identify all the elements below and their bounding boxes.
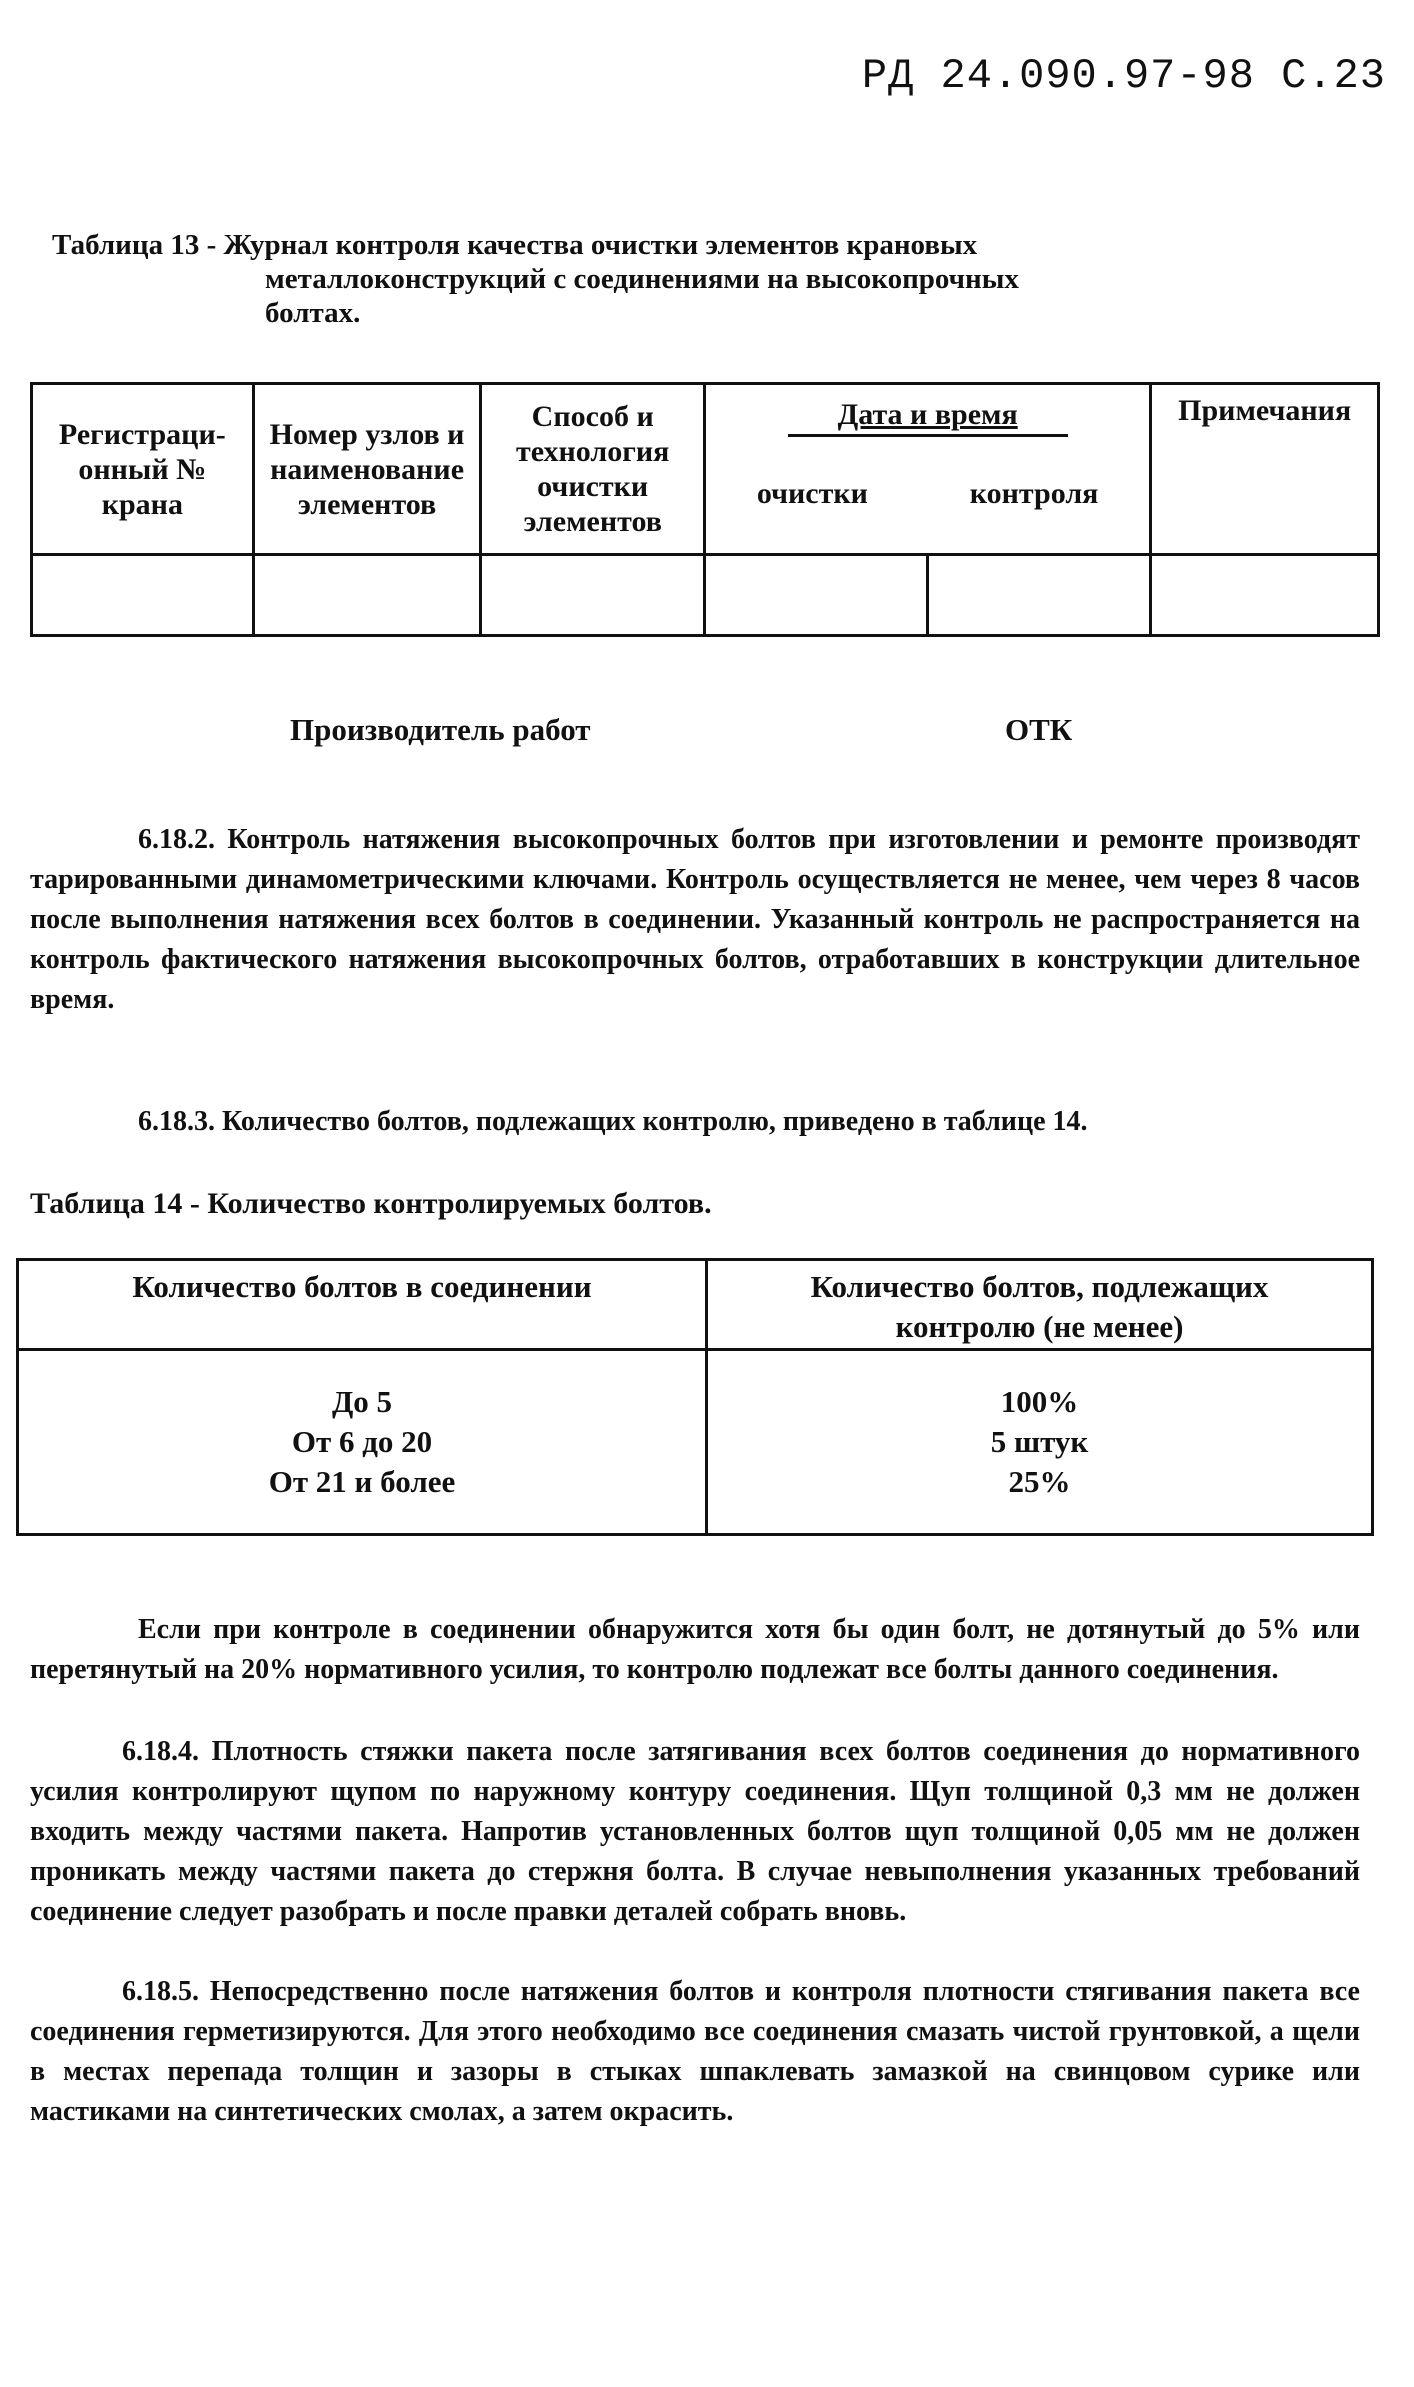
document-reference: РД 24.090.97-98 С.23 <box>861 52 1386 100</box>
table14-bolts <box>16 1258 1374 1536</box>
table13-header-registration: Регистраци-онный № крана <box>32 384 254 555</box>
table13-header-cleaning: очистки <box>756 476 868 510</box>
paragraph-text: 6.18.3. Количество болтов, подлежащих контролю, приведено в таблице 14. <box>138 1106 1088 1137</box>
paragraph-text: Если при контроле в соединении обнаружится хотя бы один болт, не дотянутый до 5% или перетянутый на 20% нормативного усилия, то контролю подлежат все болты данного соединения. <box>30 1614 1360 1685</box>
table13-empty-row <box>32 555 1379 636</box>
table14-header-count: Количество болтов в соединении <box>18 1260 707 1350</box>
table-cell <box>1151 555 1379 636</box>
table14-controlled-value: 25% <box>1008 1464 1071 1499</box>
table14-controlled-value: 100% <box>1000 1384 1079 1419</box>
table14-data-row <box>18 1350 1373 1535</box>
paragraph-text: 6.18.2. Контроль натяжения высокопрочных болтов при изготовлении и ремонте производят тарированными динамометрическими ключами. Контроль осуществляется не менее, чем через 8 часов после выполнения натяжения всех болтов в соединении. Указанный контроль не распространяется на контроль фактического натяжения высокопрочных болтов, отработавших в конструкции длительное время. <box>30 824 1360 1015</box>
table13-header-datetime: Дата и время <box>788 397 1068 437</box>
paragraph-6-18-3 <box>30 1102 1360 1142</box>
table13-caption-line1: Таблица 13 - Журнал контроля качества очистки элементов крановых <box>52 229 978 261</box>
table13-caption-line3: болтах. <box>265 297 361 329</box>
signature-producer: Производитель работ <box>290 712 591 747</box>
table-cell <box>253 555 481 636</box>
table14-controlled-value: 5 штук <box>990 1424 1089 1459</box>
table14-controlled-cell <box>707 1350 1373 1535</box>
table-cell <box>704 555 927 636</box>
table13-header-notes: Примечания <box>1151 384 1379 555</box>
table14-count-value: От 6 до 20 <box>291 1424 433 1459</box>
table14-count-cell <box>18 1350 707 1535</box>
table13-header-datetime-group <box>704 384 1150 555</box>
signature-otk: ОТК <box>1005 712 1073 747</box>
table14-header-row <box>18 1260 1373 1350</box>
table-cell <box>928 555 1151 636</box>
paragraph-6-18-4 <box>30 1732 1360 1932</box>
table14-header-controlled: Количество болтов, подлежащих контролю (не менее) <box>707 1260 1373 1350</box>
table13-log <box>30 382 1380 637</box>
table13-caption <box>52 228 1352 330</box>
table13-header-row <box>32 384 1379 555</box>
table-cell <box>481 555 705 636</box>
table13-caption-line2: металлоконструкций с соединениями на высокопрочных <box>265 263 1019 295</box>
table14-count-value: От 21 и более <box>268 1464 456 1499</box>
paragraph-6-18-2 <box>30 820 1360 1020</box>
paragraph-6-18-5 <box>30 1972 1360 2132</box>
table13-header-control: контроля <box>969 476 1099 510</box>
table14-count-value: До 5 <box>331 1384 393 1419</box>
table13-header-method: Способ и технология очистки элементов <box>481 384 705 555</box>
paragraph-text: 6.18.4. Плотность стяжки пакета после затягивания всех болтов соединения до нормативного усилия контролируют щупом по наружному контуру соединения. Щуп толщиной 0,3 мм не должен входить между частями пакета. Напротив установленных болтов щуп толщиной 0,05 мм не должен проникать между частями пакета до стержня болта. В случае невыполнения указанных требований соединение следует разобрать и после правки деталей собрать вновь. <box>30 1736 1360 1927</box>
table-cell <box>32 555 254 636</box>
table13-header-nodes: Номер узлов и наименование элементов <box>253 384 481 555</box>
paragraph-note <box>30 1610 1360 1690</box>
paragraph-text: 6.18.5. Непосредственно после натяжения болтов и контроля плотности стягивания пакета все соединения герметизируются. Для этого необходимо все соединения смазать чистой грунтовкой, а щели в местах перепада толщин и зазоры в стыках шпаклевать замазкой на свинцовом сурике или мастиками на синтетических смолах, а затем окрасить. <box>30 1976 1360 2127</box>
table14-caption: Таблица 14 - Количество контролируемых болтов. <box>30 1187 712 1220</box>
